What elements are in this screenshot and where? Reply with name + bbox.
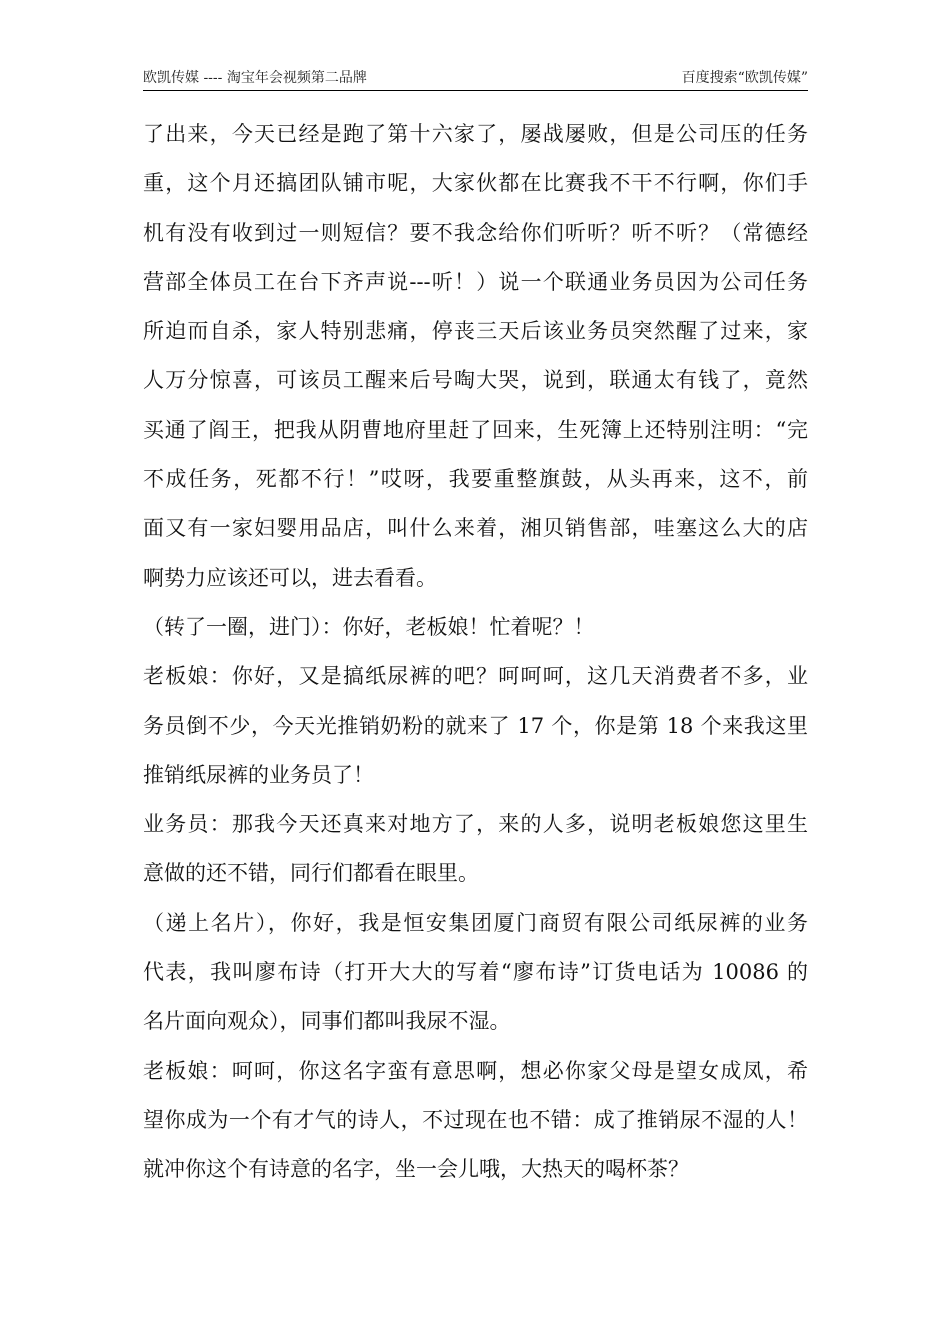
text-line: 营部全体员工在台下齐声说---听！）说一个联通业务员因为公司任务 — [143, 269, 808, 294]
header-search-hint: 百度搜索“欧凯传媒” — [681, 70, 808, 86]
text-line: 意做的还不错，同行们都看在眼里。 — [143, 861, 479, 886]
text-line: 啊势力应该还可以，进去看看。 — [143, 565, 437, 590]
text-line: 老板娘：你好，又是搞纸尿裤的吧？呵呵呵，这几天消费者不多，业 — [143, 664, 808, 689]
text-line: （转了一圈，进门）：你好，老板娘！忙着呢？！ — [143, 614, 595, 639]
text-line: 名片面向观众），同事们都叫我尿不湿。 — [143, 1009, 511, 1034]
text-line: 代表，我叫廖布诗（打开大大的写着“廖布诗”订货电话为 10086 的 — [143, 960, 808, 985]
page-header — [143, 68, 808, 91]
text-line: 望你成为一个有才气的诗人，不过现在也不错：成了推销尿不湿的人！ — [143, 1107, 808, 1132]
text-line: 推销纸尿裤的业务员了！ — [143, 762, 374, 787]
text-line: 不成任务，死都不行！”哎呀，我要重整旗鼓，从头再来，这不，前 — [143, 467, 808, 492]
text-line: （递上名片），你好，我是恒安集团厦门商贸有限公司纸尿裤的业务 — [143, 910, 808, 935]
text-line: 买通了阎王，把我从阴曹地府里赶了回来，生死簿上还特别注明：“完 — [143, 417, 808, 442]
text-line: 所迫而自杀，家人特别悲痛，停丧三天后该业务员突然醒了过来，家 — [143, 319, 808, 344]
text-line: 面又有一家妇婴用品店，叫什么来着，湘贝销售部，哇塞这么大的店 — [143, 516, 808, 541]
text-line: 了出来，今天已经是跑了第十六家了，屡战屡败，但是公司压的任务 — [143, 122, 808, 146]
text-line: 业务员：那我今天还真来对地方了，来的人多，说明老板娘您这里生 — [143, 812, 808, 837]
text-line: 重，这个月还搞团队铺市呢，大家伙都在比赛我不干不行啊，你们手 — [143, 171, 808, 196]
text-line: 人万分惊喜，可该员工醒来后号啕大哭，说到，联通太有钱了，竟然 — [143, 368, 808, 393]
text-line: 老板娘：呵呵，你这名字蛮有意思啊，想必你家父母是望女成凤，希 — [143, 1058, 808, 1083]
header-brand-text: 欧凯传媒 ---- 淘宝年会视频第二品牌 — [143, 70, 367, 86]
text-line: 机有没有收到过一则短信？要不我念给你们听听？听不听？（常德经 — [143, 220, 808, 245]
text-line: 务员倒不少，今天光推销奶粉的就来了 17 个，你是第 18 个来我这里 — [143, 713, 808, 738]
document-body — [143, 110, 808, 1195]
text-line: 就冲你这个有诗意的名字，坐一会儿哦，大热天的喝杯茶？ — [143, 1157, 689, 1182]
